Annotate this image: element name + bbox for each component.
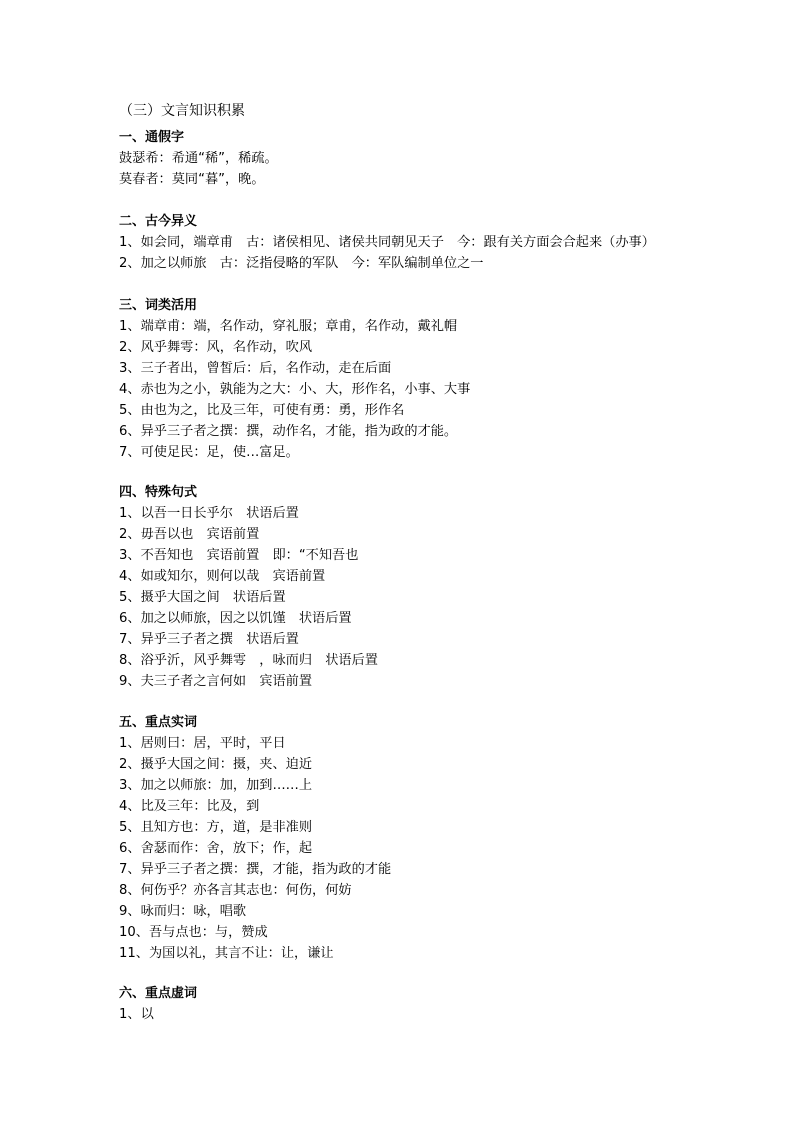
list-item: 2、风乎舞雩：风，名作动，吹风 xyxy=(119,340,313,355)
list-item: 1、如会同，端章甫 古：诸侯相见、诸侯共同朝见天子 今：跟有关方面会合起来（办事） xyxy=(119,235,655,250)
list-item: 6、异乎三子者之撰：撰，动作名，才能，指为政的才能。 xyxy=(119,424,458,439)
list-item: 9、夫三子者之言何如 宾语前置 xyxy=(119,674,313,689)
list-item: 6、加之以师旅，因之以饥馑 状语后置 xyxy=(119,611,352,626)
list-item: 10、吾与点也：与，赞成 xyxy=(119,925,268,940)
list-item: 3、三子者出，曾皙后：后，名作动，走在后面 xyxy=(119,361,392,376)
list-item: 8、浴乎沂，风乎舞雩 ，咏而归 状语后置 xyxy=(119,653,378,668)
list-item: 5、且知方也：方，道，是非准则 xyxy=(119,820,313,835)
section-gujinyiyi xyxy=(119,211,759,274)
list-item: 3、加之以师旅：加，加到……上 xyxy=(119,778,313,793)
list-item: 1、以 xyxy=(119,1007,154,1022)
list-item: 7、异乎三子者之撰 状语后置 xyxy=(119,632,299,647)
list-item: 4、赤也为之小，孰能为之大：小、大，形作名，小事、大事 xyxy=(119,382,471,397)
list-item: 5、由也为之，比及三年，可使有勇：勇，形作名 xyxy=(119,403,405,418)
list-item: 8、何伤乎？亦各言其志也：何伤，何妨 xyxy=(119,883,352,898)
list-item: 2、摄乎大国之间：摄，夹、迫近 xyxy=(119,757,313,772)
section-heading: 四、特殊句式 xyxy=(119,485,198,500)
section-teshujushi xyxy=(119,482,759,692)
list-item: 4、比及三年：比及，到 xyxy=(119,799,260,814)
section-heading: 二、古今异义 xyxy=(119,214,198,229)
list-item: 3、不吾知也 宾语前置 即：“不知吾也 xyxy=(119,548,359,563)
section-heading: 五、重点实词 xyxy=(119,715,198,730)
document-title: （三）文言知识积累 xyxy=(119,103,245,119)
section-zhongdianshici xyxy=(119,712,759,964)
section-cileihuoyong xyxy=(119,295,759,463)
list-item: 5、摄乎大国之间 状语后置 xyxy=(119,590,286,605)
list-item: 2、毋吾以也 宾语前置 xyxy=(119,527,260,542)
list-item: 6、舍瑟而作：舍，放下；作，起 xyxy=(119,841,313,856)
list-item: 4、如或知尔，则何以哉 宾语前置 xyxy=(119,569,326,584)
section-tongjiazi xyxy=(119,127,759,190)
section-heading: 三、词类活用 xyxy=(119,298,198,313)
list-item: 1、端章甫：端，名作动，穿礼服；章甫，名作动，戴礼帽 xyxy=(119,319,458,334)
list-item: 11、为国以礼，其言不让：让，谦让 xyxy=(119,946,334,961)
list-item: 鼓瑟希：希通“稀”，稀疏。 xyxy=(119,151,278,166)
section-zhongdianxuci xyxy=(119,983,759,1025)
section-heading: 一、通假字 xyxy=(119,130,185,145)
list-item: 7、异乎三子者之撰：撰，才能，指为政的才能 xyxy=(119,862,392,877)
list-item: 2、加之以师旅 古：泛指侵略的军队 今：军队编制单位之一 xyxy=(119,256,484,271)
list-item: 1、以吾一日长乎尔 状语后置 xyxy=(119,506,299,521)
list-item: 9、咏而归：咏，唱歌 xyxy=(119,904,247,919)
list-item: 1、居则曰：居，平时，平日 xyxy=(119,736,286,751)
list-item: 莫春者：莫同“暮”，晚。 xyxy=(119,172,265,187)
list-item: 7、可使足民：足，使…富足。 xyxy=(119,445,299,460)
section-heading: 六、重点虚词 xyxy=(119,986,198,1001)
